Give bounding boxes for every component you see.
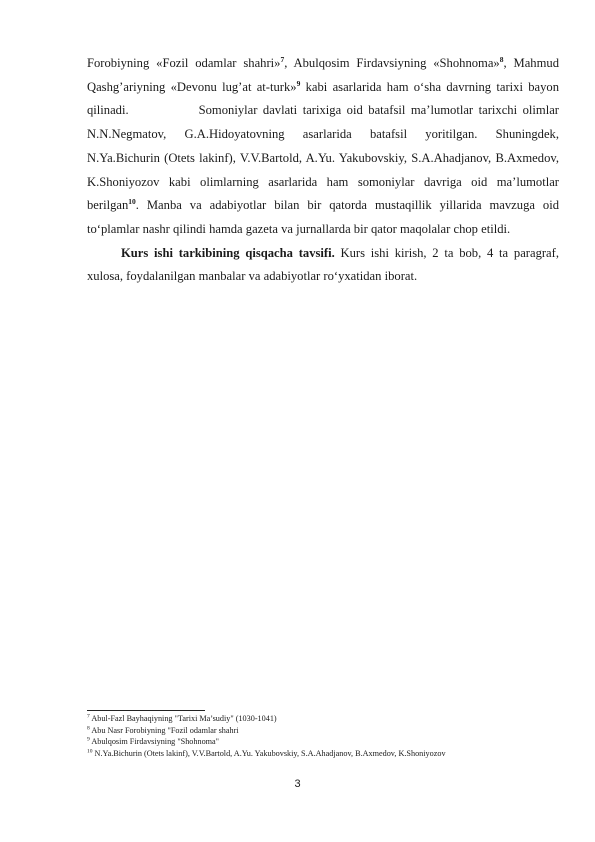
paragraph-structure	[87, 242, 559, 289]
footnote-ref-9[interactable]: 9	[296, 78, 301, 88]
section-heading: Kurs ishi tarkibining qisqacha tavsifi.	[121, 245, 335, 260]
footnotes	[87, 710, 559, 759]
footnote-ref-7[interactable]: 7	[280, 54, 285, 64]
footnote-number: 8	[87, 724, 90, 731]
main-text	[87, 52, 559, 289]
text-run: , Abulqosim Firdavsiyning «Shohnoma»	[284, 56, 500, 70]
footnote-divider	[87, 710, 205, 711]
footnote-text: Abul-Fazl Bayhaqiyning "Tarixi Ma’sudiy" (1030-1041)	[89, 714, 277, 723]
text-run: Kurs ishi kirish, 2 ta bob, 4 ta paragraf, xulosa, foydalanilgan manbalar va adabiyotlar ro‘yxatidan iborat.	[87, 245, 559, 284]
footnote-ref-10[interactable]: 10	[128, 197, 136, 207]
page-number: 3	[294, 778, 301, 790]
text-run: . Manba va adabiyotlar bilan bir qatorda mustaqillik yillarida mavzuga oid to‘plamlar nashr qilindi hamda gazeta va jurnallarda bir qator maqolalar chop etildi.	[87, 198, 559, 236]
paragraph-sources	[87, 52, 559, 242]
text-run: Forobiyning «Fozil odamlar shahri»	[87, 56, 281, 70]
text-run: Somoniylar davlati tarixiga oid batafsil ma’lumotlar tarixchi olimlar N.N.Negmatov, G.A.Hidoyatovning asarlarida batafsil yoritilgan. Shuningdek, N.Ya.Bichurin (Otets lakinf), V.V.Bartold, A.Yu. Yakubovskiy, S.A.Ahadjanov, B.Axmedov, K.Shoniyozov kabi olimlarning asarlarida ham somoniylar davriga oid ma’lumotlar berilgan	[87, 103, 559, 213]
footnote-text: N.Ya.Bichurin (Otets lakinf), V.V.Bartold, A.Yu. Yakubovskiy, S.A.Ahadjanov, B.Axmedov, K.Shoniyozov	[92, 748, 446, 758]
footnote-8	[87, 725, 559, 737]
footnote-number: 7	[87, 713, 90, 720]
footnote-7	[87, 713, 559, 725]
text-run: , Mahmud Qashg’ariyning «Devonu lug’at at-turk»	[87, 56, 559, 94]
footnote-9	[87, 736, 559, 748]
footnote-number: 9	[87, 736, 90, 743]
footnote-10	[87, 748, 559, 760]
footnote-text: Abulqosim Firdavsiyning "Shohnoma"	[89, 737, 220, 747]
text-run: kabi asarlarida ham o‘sha davrning tarixi bayon qilinadi.	[87, 79, 559, 118]
footnote-number: 10	[87, 748, 93, 755]
footnote-ref-8[interactable]: 8	[499, 54, 504, 64]
footnote-text: Abu Nasr Forobiyning "Fozil odamlar shahri	[89, 725, 239, 735]
